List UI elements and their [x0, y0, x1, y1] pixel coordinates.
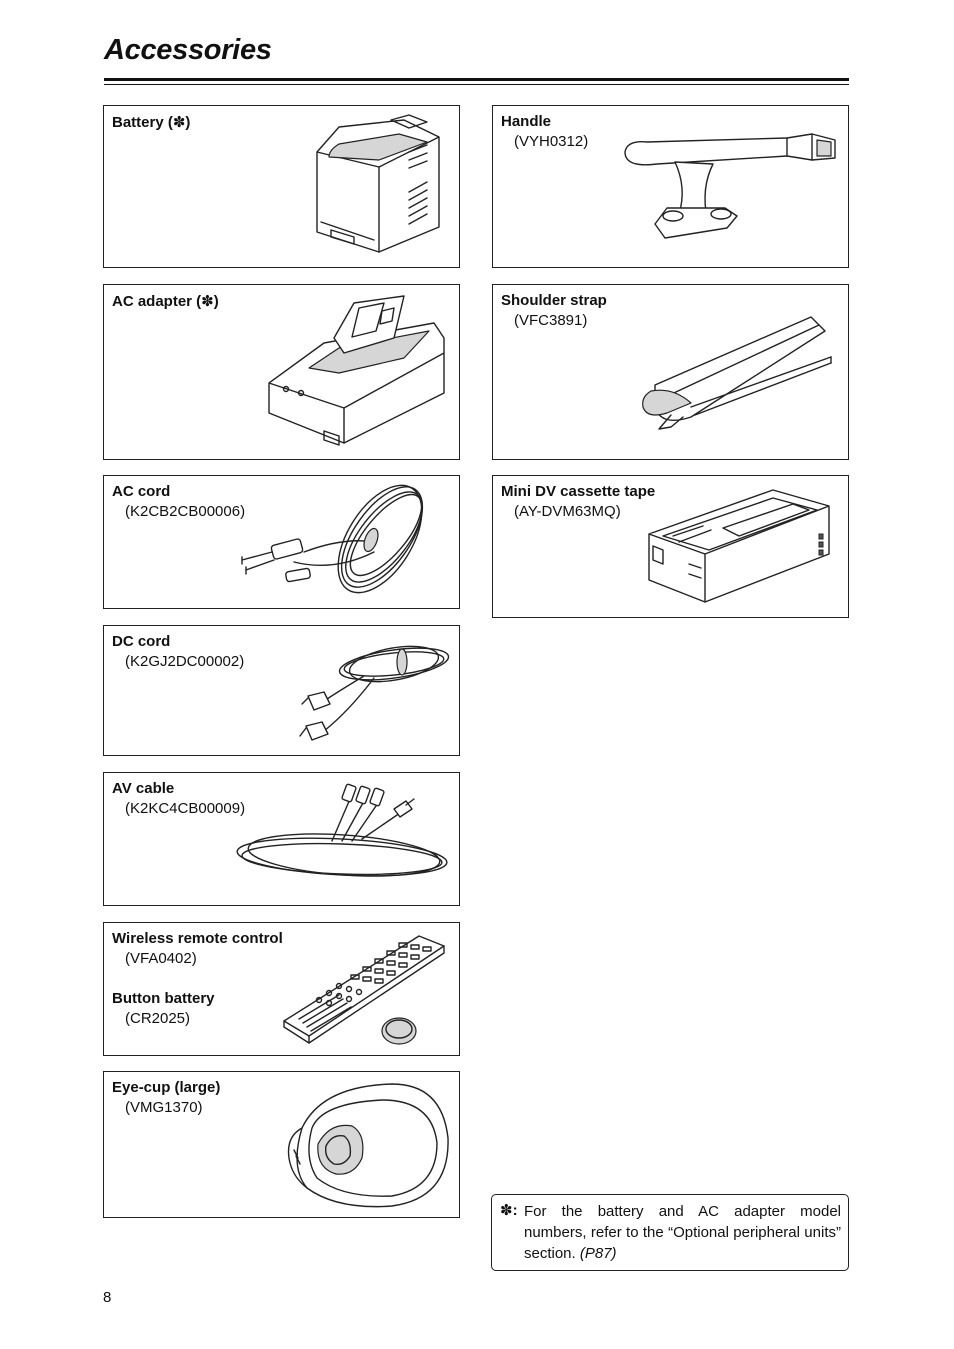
accessory-handle: [492, 105, 849, 268]
page-number: 8: [103, 1289, 112, 1306]
ac-adapter-illustration: [264, 293, 449, 453]
dc-cord-illustration: [294, 636, 454, 750]
accessory-cassette: [492, 475, 849, 618]
ac-cord-illustration: [234, 482, 449, 606]
footnote-page-ref: (P87): [579, 1245, 617, 1262]
title-rule-thick: [104, 78, 849, 81]
remote-part-number: (VFA0402): [125, 950, 197, 967]
accessory-remote: [103, 922, 460, 1056]
button-battery-name: Button battery: [112, 990, 215, 1007]
ac-adapter-name: AC adapter (✽): [112, 293, 219, 310]
footnote-text: [524, 1201, 841, 1264]
cassette-name: Mini DV cassette tape: [501, 483, 656, 500]
remote-illustration: [279, 931, 454, 1051]
av-cable-illustration: [232, 779, 452, 885]
accessory-shoulder-strap: [492, 284, 849, 460]
battery-name: Battery (✽): [112, 114, 191, 131]
handle-illustration: [617, 128, 839, 246]
title-rule-thin: [104, 84, 849, 85]
page-title: Accessories: [104, 34, 272, 66]
accessory-battery: [103, 105, 460, 268]
footnote-mark: ✽:: [500, 1202, 518, 1219]
dc-cord-name: DC cord: [112, 633, 171, 650]
av-cable-name: AV cable: [112, 780, 175, 797]
eyecup-illustration: [282, 1078, 452, 1212]
accessory-ac-adapter: [103, 284, 460, 460]
eyecup-part-number: (VMG1370): [125, 1099, 203, 1116]
footnote-body: For the battery and AC adapter model numbers, refer to the “Optional peripheral units” section.: [524, 1203, 841, 1262]
battery-illustration: [309, 112, 449, 262]
accessory-dc-cord: [103, 625, 460, 756]
av-cable-part-number: (K2KC4CB00009): [125, 800, 246, 817]
footnote-box: [491, 1194, 849, 1271]
handle-name: Handle: [501, 113, 552, 130]
accessory-ac-cord: [103, 475, 460, 609]
remote-name: Wireless remote control: [112, 930, 283, 947]
ac-cord-name: AC cord: [112, 483, 171, 500]
eyecup-name: Eye-cup (large): [112, 1079, 221, 1096]
cassette-illustration: [643, 484, 839, 612]
button-battery-part-number: (CR2025): [125, 1010, 191, 1027]
accessory-eyecup: [103, 1071, 460, 1218]
cassette-part-number: (AY-DVM63MQ): [514, 503, 621, 520]
shoulder-strap-name: Shoulder strap: [501, 292, 607, 309]
handle-part-number: (VYH0312): [514, 133, 589, 150]
accessory-av-cable: [103, 772, 460, 906]
shoulder-strap-illustration: [631, 307, 837, 435]
shoulder-strap-part-number: (VFC3891): [514, 312, 588, 329]
ac-cord-part-number: (K2CB2CB00006): [125, 503, 246, 520]
dc-cord-part-number: (K2GJ2DC00002): [125, 653, 245, 670]
